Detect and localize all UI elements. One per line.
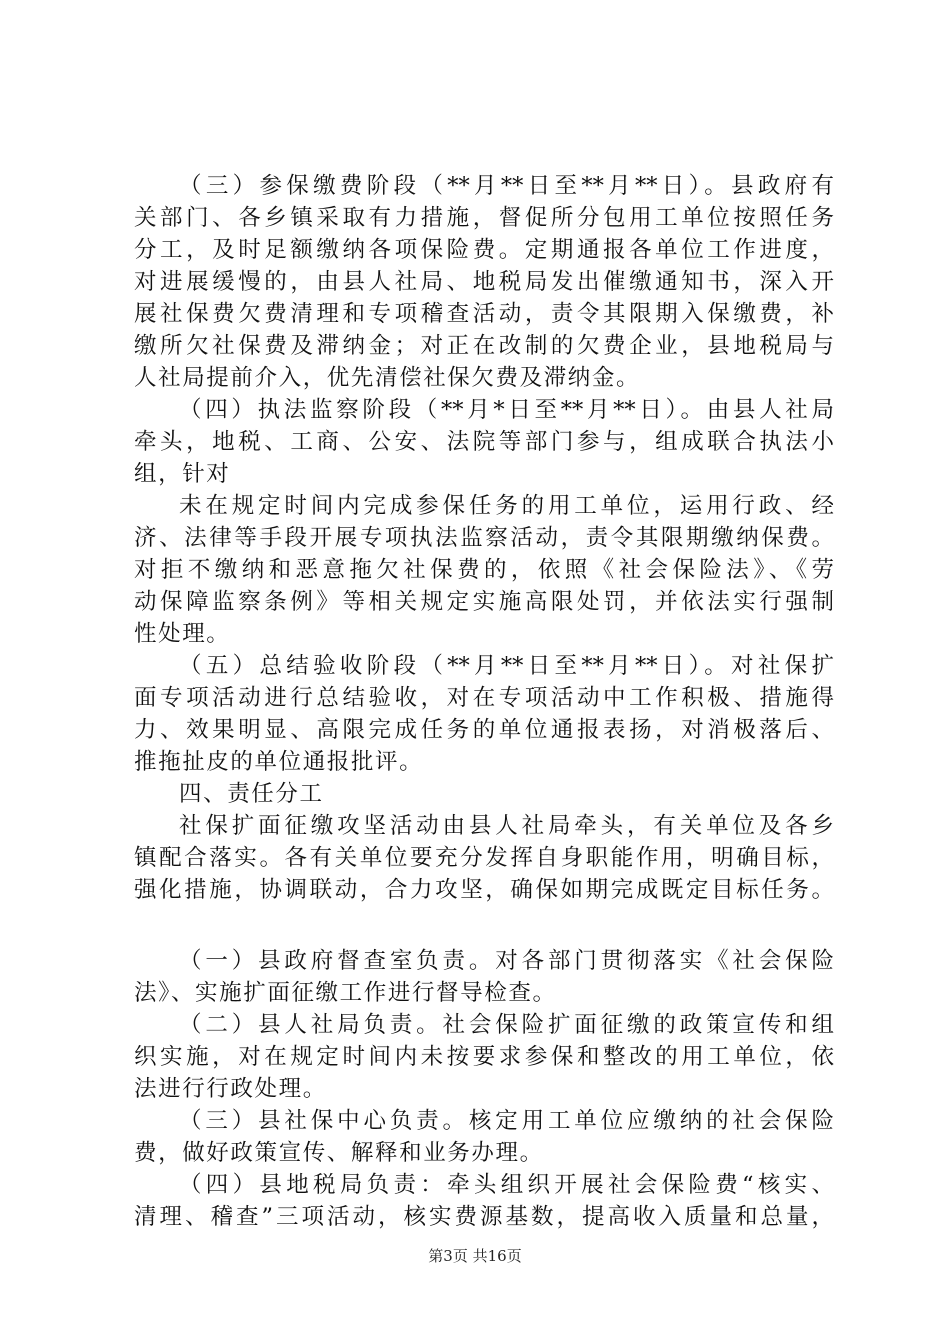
text-line: 法》、实施扩面征缴工作进行督导检查。 <box>134 980 557 1006</box>
text-line: 费，做好政策宣传、解释和业务办理。 <box>134 1140 544 1166</box>
text-line: 牵头，地税、工商、公安、法院等部门参与，组成联合执法小 <box>134 429 834 455</box>
text-line: （一）县政府督查室负责。对各部门贯彻落实《社会保险 <box>179 948 834 974</box>
text-line: 推拖扯皮的单位通报批评。 <box>134 749 424 775</box>
text-line: 面专项活动进行总结验收，对在专项活动中工作积极、措施得 <box>134 685 834 711</box>
section-heading: 四、责任分工 <box>179 781 324 807</box>
text-line: 社保扩面征缴攻坚活动由县人社局牵头，有关单位及各乡 <box>179 813 834 839</box>
text-line: 性处理。 <box>134 621 231 647</box>
text-line: （四）县地税局负责：牵头组织开展社会保险费“核实、 <box>179 1172 834 1198</box>
text-line: 清理、稽查”三项活动，核实费源基数，提高收入质量和总量， <box>134 1204 834 1230</box>
paragraph-gap <box>134 906 834 945</box>
text-line: 对进展缓慢的，由县人社局、地税局发出催缴通知书，深入开 <box>134 269 834 295</box>
text-line: （三）县社保中心负责。核定用工单位应缴纳的社会保险 <box>179 1108 834 1134</box>
text-line: 分工，及时足额缴纳各项保险费。定期通报各单位工作进度， <box>134 237 834 263</box>
text-line: 动保障监察条例》等相关规定实施高限处罚，并依法实行强制 <box>134 589 834 615</box>
text-line: （四）执法监察阶段（**月*日至**月**日）。由县人社局 <box>179 397 834 423</box>
page-footer: 第3页 共16页 <box>428 1247 522 1265</box>
text-line: 未在规定时间内完成参保任务的用工单位，运用行政、经 <box>179 493 834 519</box>
text-line: （五）总结验收阶段（**月**日至**月**日）。对社保扩 <box>179 653 834 679</box>
text-line: 组，针对 <box>134 461 231 487</box>
text-line: 法进行行政处理。 <box>134 1076 327 1102</box>
text-line: 展社保费欠费清理和专项稽查活动，责令其限期入保缴费，补 <box>134 301 834 327</box>
text-line: 关部门、各乡镇采取有力措施，督促所分包用工单位按照任务 <box>134 205 834 231</box>
text-line: 镇配合落实。各有关单位要充分发挥自身职能作用，明确目标， <box>134 845 834 871</box>
text-line: 缴所欠社保费及滞纳金；对正在改制的欠费企业，县地税局与 <box>134 333 834 359</box>
text-line: 对拒不缴纳和恶意拖欠社保费的，依照《社会保险法》、《劳 <box>134 557 834 583</box>
text-line: 力、效果明显、高限完成任务的单位通报表扬，对消极落后、 <box>134 717 834 743</box>
text-line: （二）县人社局负责。社会保险扩面征缴的政策宣传和组 <box>179 1012 834 1038</box>
document-body <box>134 170 834 1233</box>
text-line: 人社局提前介入，优先清偿社保欠费及滞纳金。 <box>134 365 641 391</box>
text-line: 强化措施，协调联动，合力攻坚，确保如期完成既定目标任务。 <box>134 877 834 903</box>
text-line: （三）参保缴费阶段（**月**日至**月**日）。县政府有 <box>179 173 834 199</box>
text-line: 织实施，对在规定时间内未按要求参保和整改的用工单位，依 <box>134 1044 834 1070</box>
text-line: 济、法律等手段开展专项执法监察活动，责令其限期缴纳保费。 <box>134 525 834 551</box>
